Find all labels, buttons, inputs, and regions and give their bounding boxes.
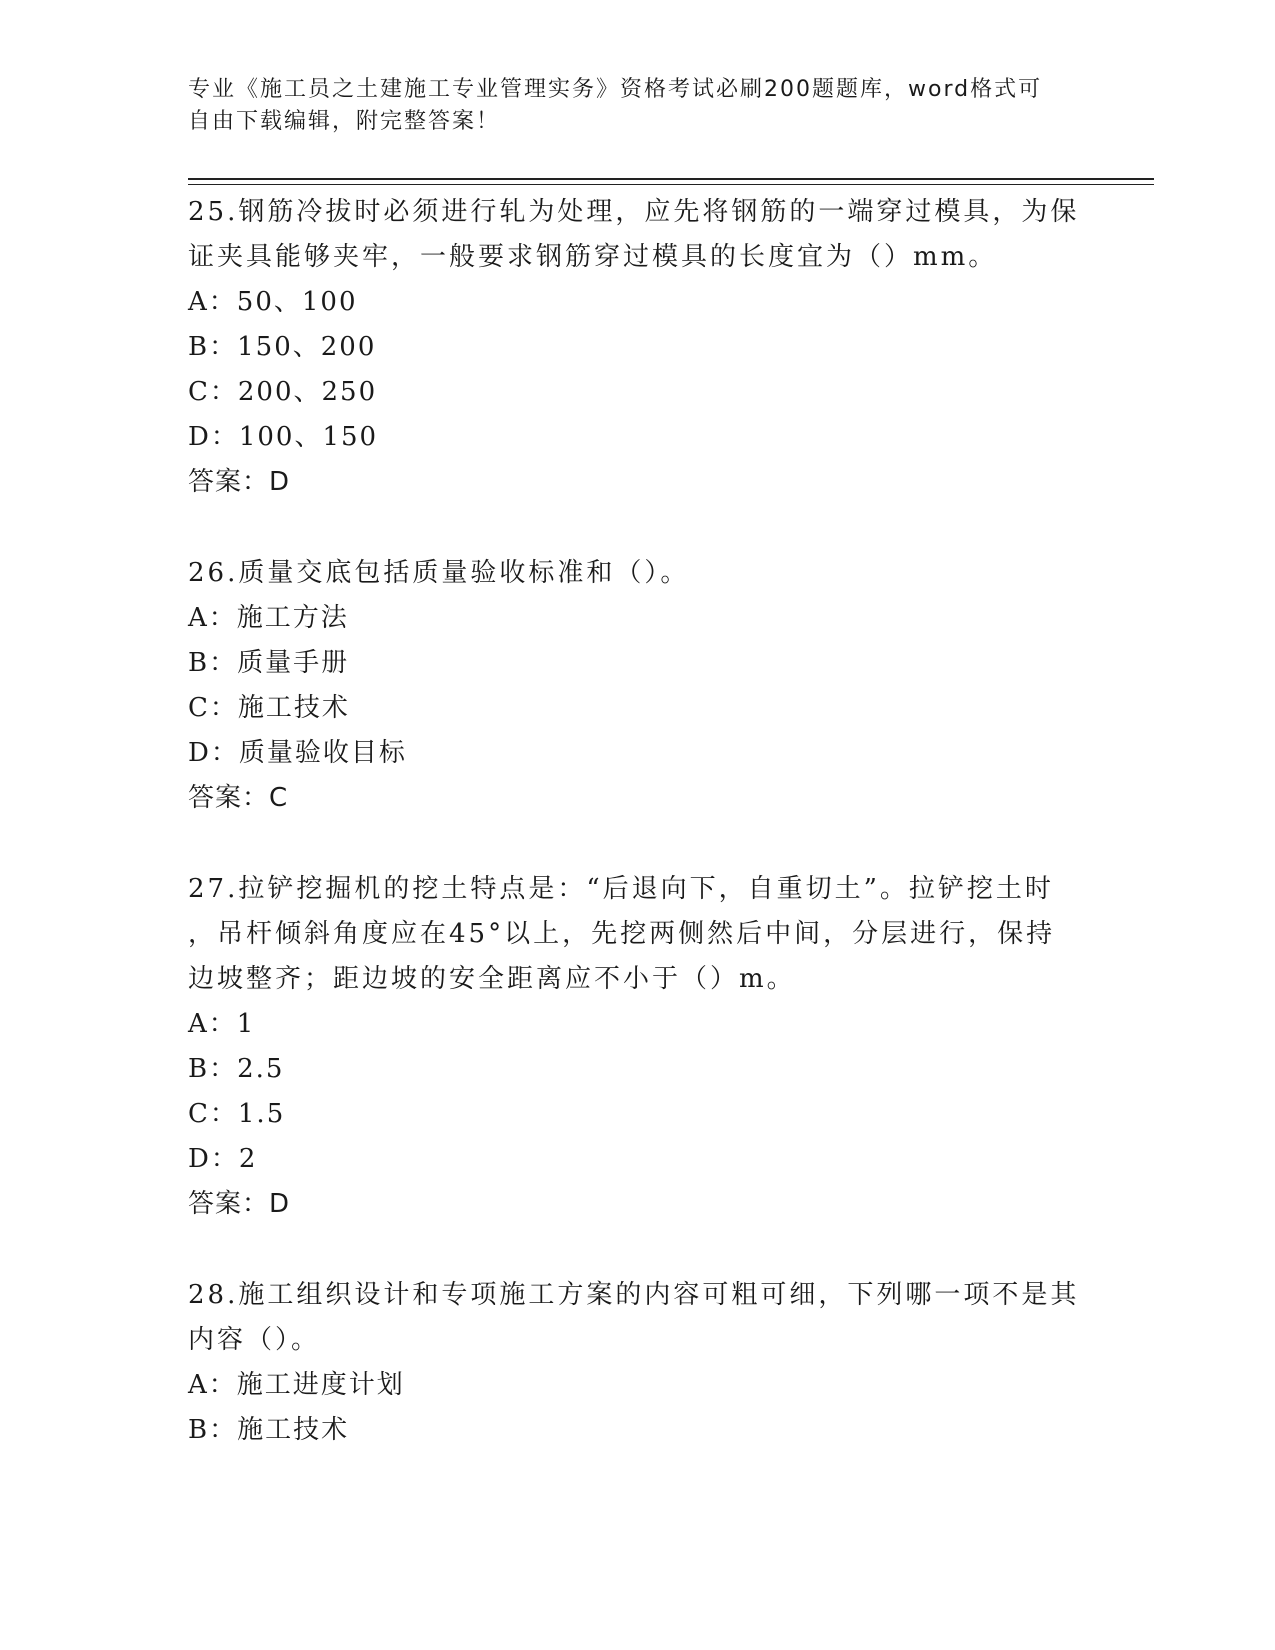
answer: 答案：D: [188, 1189, 291, 1219]
option-c: C：200、250: [188, 377, 378, 407]
option-c: C：1.5: [188, 1099, 286, 1129]
option-b: B：150、200: [188, 332, 377, 362]
question-list: [188, 190, 1088, 1499]
option-a: A：施工方法: [188, 603, 349, 633]
option-b: B：施工技术: [188, 1415, 350, 1445]
question-26: [188, 551, 1088, 821]
question-stem: ，吊杆倾斜角度应在45°以上，先挖两侧然后中间，分层进行，保持: [188, 919, 1056, 949]
option-c: C：施工技术: [188, 693, 350, 723]
option-a: A：50、100: [188, 287, 358, 317]
header-divider-thin: [188, 184, 1154, 185]
question-stem: 26.质量交底包括质量验收标准和（）。: [188, 558, 690, 588]
option-b: B：质量手册: [188, 648, 350, 678]
question-stem: 边坡整齐；距边坡的安全距离应不小于（）m。: [188, 964, 796, 994]
option-d: D：2: [188, 1144, 258, 1174]
option-a: A：施工进度计划: [188, 1370, 405, 1400]
question-stem: 内容（）。: [188, 1325, 321, 1355]
option-d: D：质量验收目标: [188, 738, 407, 768]
question-27: [188, 867, 1088, 1227]
question-stem: 27.拉铲挖掘机的挖土特点是：“后退向下，自重切土”。拉铲挖土时: [188, 874, 1054, 904]
answer: 答案：D: [188, 467, 291, 497]
option-b: B：2.5: [188, 1054, 285, 1084]
question-stem: 证夹具能够夹牢，一般要求钢筋穿过模具的长度宜为（）mm。: [188, 242, 998, 272]
option-a: A：1: [188, 1009, 256, 1039]
answer: 答案：C: [188, 783, 289, 813]
header-line-2: 自由下载编辑，附完整答案！: [188, 109, 501, 134]
document-header: [188, 74, 1068, 138]
question-25: [188, 190, 1088, 505]
header-divider-thick: [188, 178, 1154, 180]
question-28: [188, 1273, 1088, 1453]
question-stem: 25.钢筋冷拔时必须进行轧为处理，应先将钢筋的一端穿过模具，为保: [188, 197, 1080, 227]
question-stem: 28.施工组织设计和专项施工方案的内容可粗可细，下列哪一项不是其: [188, 1280, 1080, 1310]
header-line-1: 专业《施工员之土建施工专业管理实务》资格考试必刷200题题库，word格式可: [188, 77, 1043, 102]
option-d: D：100、150: [188, 422, 379, 452]
